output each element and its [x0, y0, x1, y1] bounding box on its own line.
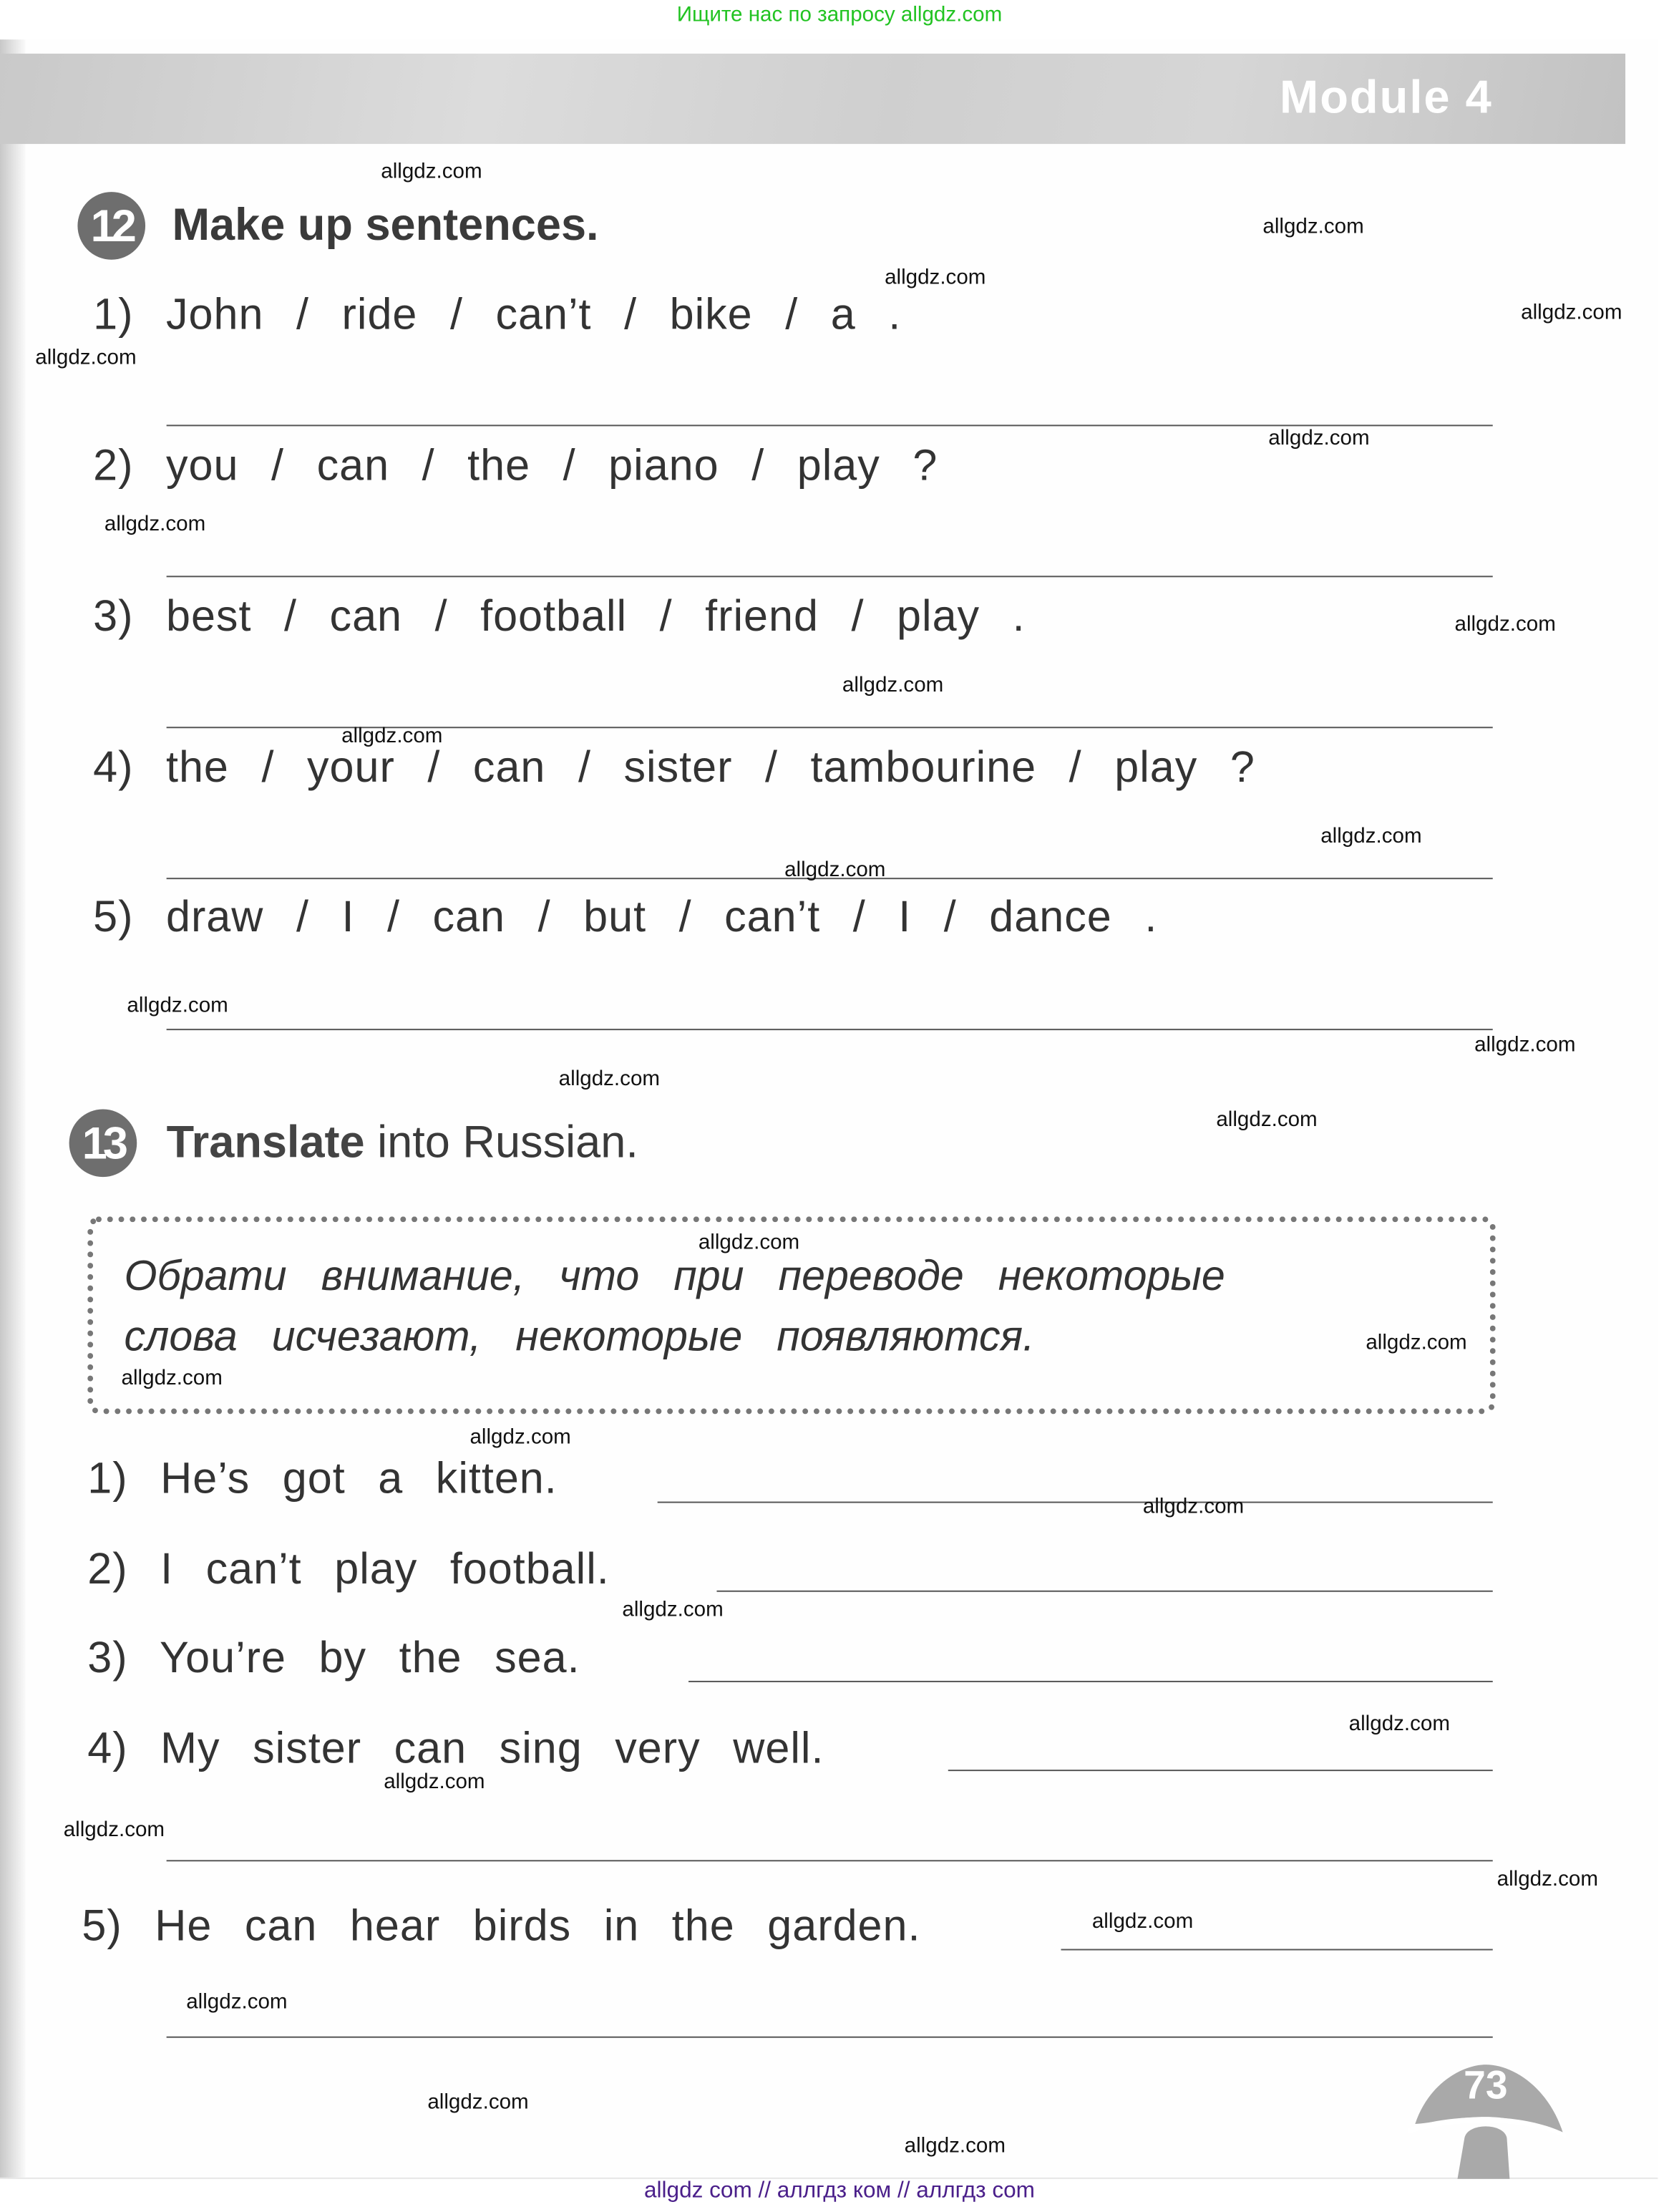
- footer-links[interactable]: allgdz com // аллгдз ком // аллгдз com: [643, 2178, 1035, 2203]
- translate-item: 5) He can hear birds in the garden.: [82, 1901, 921, 1951]
- sentence-item: 1) John / ride / can’t / bike / a .: [93, 289, 902, 339]
- watermark: allgdz.com: [1366, 1331, 1467, 1355]
- exercise-12-title: Make up sentences.: [172, 198, 599, 250]
- watermark: allgdz.com: [904, 2133, 1006, 2158]
- sentence-item: 3) best / can / football / friend / play .: [93, 591, 1026, 641]
- page-sheet: [0, 39, 1658, 2179]
- watermark: allgdz.com: [121, 1366, 223, 1390]
- watermark: allgdz.com: [1091, 1909, 1194, 1934]
- answer-line[interactable]: [167, 2037, 1493, 2038]
- watermark: allgdz.com: [1320, 824, 1422, 848]
- watermark: allgdz.com: [885, 265, 986, 290]
- sentence-item: 2) you / can / the / piano / play ?: [93, 440, 938, 490]
- page-spine-shadow: [0, 39, 25, 2178]
- note-line-1: Обрати внимание, что при переводе некоторые: [124, 1253, 1225, 1300]
- translate-item: 1) He’s got a kitten.: [87, 1453, 558, 1503]
- answer-line[interactable]: [167, 1860, 1493, 1861]
- watermark: allgdz.com: [1262, 214, 1364, 239]
- watermark: allgdz.com: [104, 512, 206, 537]
- watermark: allgdz.com: [842, 673, 944, 697]
- watermark: allgdz.com: [427, 2090, 529, 2115]
- answer-line[interactable]: [948, 1770, 1493, 1771]
- watermark: allgdz.com: [1348, 1712, 1451, 1736]
- watermark: allgdz.com: [784, 858, 886, 883]
- translate-item: 4) My sister can sing very well.: [87, 1723, 824, 1773]
- page-number-mushroom: [1408, 2060, 1577, 2186]
- watermark: allgdz.com: [1454, 612, 1556, 637]
- exercise-12-number: 12: [77, 192, 145, 260]
- answer-line[interactable]: [716, 1591, 1492, 1592]
- note-line-2: слова исчезают, некоторые появляются.: [124, 1314, 1035, 1361]
- answer-line[interactable]: [658, 1502, 1493, 1503]
- watermark: allgdz.com: [384, 1770, 485, 1794]
- watermark: allgdz.com: [186, 1989, 288, 2014]
- answer-line[interactable]: [1061, 1949, 1492, 1951]
- watermark: allgdz.com: [698, 1231, 800, 1255]
- answer-line[interactable]: [688, 1681, 1493, 1682]
- watermark: allgdz.com: [1521, 300, 1622, 325]
- answer-line[interactable]: [167, 1029, 1493, 1030]
- module-title: Module 4: [1280, 70, 1493, 123]
- watermark: allgdz.com: [1268, 426, 1370, 450]
- title-rest: into Russian.: [377, 1116, 638, 1168]
- watermark: allgdz.com: [1216, 1107, 1318, 1132]
- watermark: allgdz.com: [1474, 1033, 1576, 1057]
- watermark: allgdz.com: [35, 345, 137, 370]
- title-bold: Translate: [166, 1116, 365, 1168]
- watermark: allgdz.com: [63, 1818, 165, 1842]
- sentence-item: 4) the / your / can / sister / tambourine / play ?: [93, 742, 1255, 792]
- search-banner[interactable]: Ищите нас по запросу allgdz.com: [676, 2, 1003, 27]
- watermark: allgdz.com: [341, 724, 443, 748]
- translate-item: 3) You’re by the sea.: [87, 1632, 580, 1682]
- watermark: allgdz.com: [381, 159, 482, 184]
- watermark: allgdz.com: [1142, 1494, 1245, 1519]
- exercise-13-title: [167, 1116, 638, 1168]
- watermark: allgdz.com: [622, 1597, 724, 1622]
- sentence-item: 5) draw / I / can / but / can’t / I / dance .: [93, 891, 1158, 941]
- watermark: allgdz.com: [469, 1425, 571, 1450]
- translate-item: 2) I can’t play football.: [87, 1543, 610, 1593]
- page-number: 73: [1464, 2063, 1508, 2107]
- exercise-13-number: 13: [69, 1110, 137, 1178]
- watermark: allgdz.com: [127, 993, 228, 1018]
- answer-line[interactable]: [167, 576, 1493, 577]
- watermark: allgdz.com: [1496, 1867, 1599, 1891]
- watermark: allgdz.com: [558, 1067, 661, 1091]
